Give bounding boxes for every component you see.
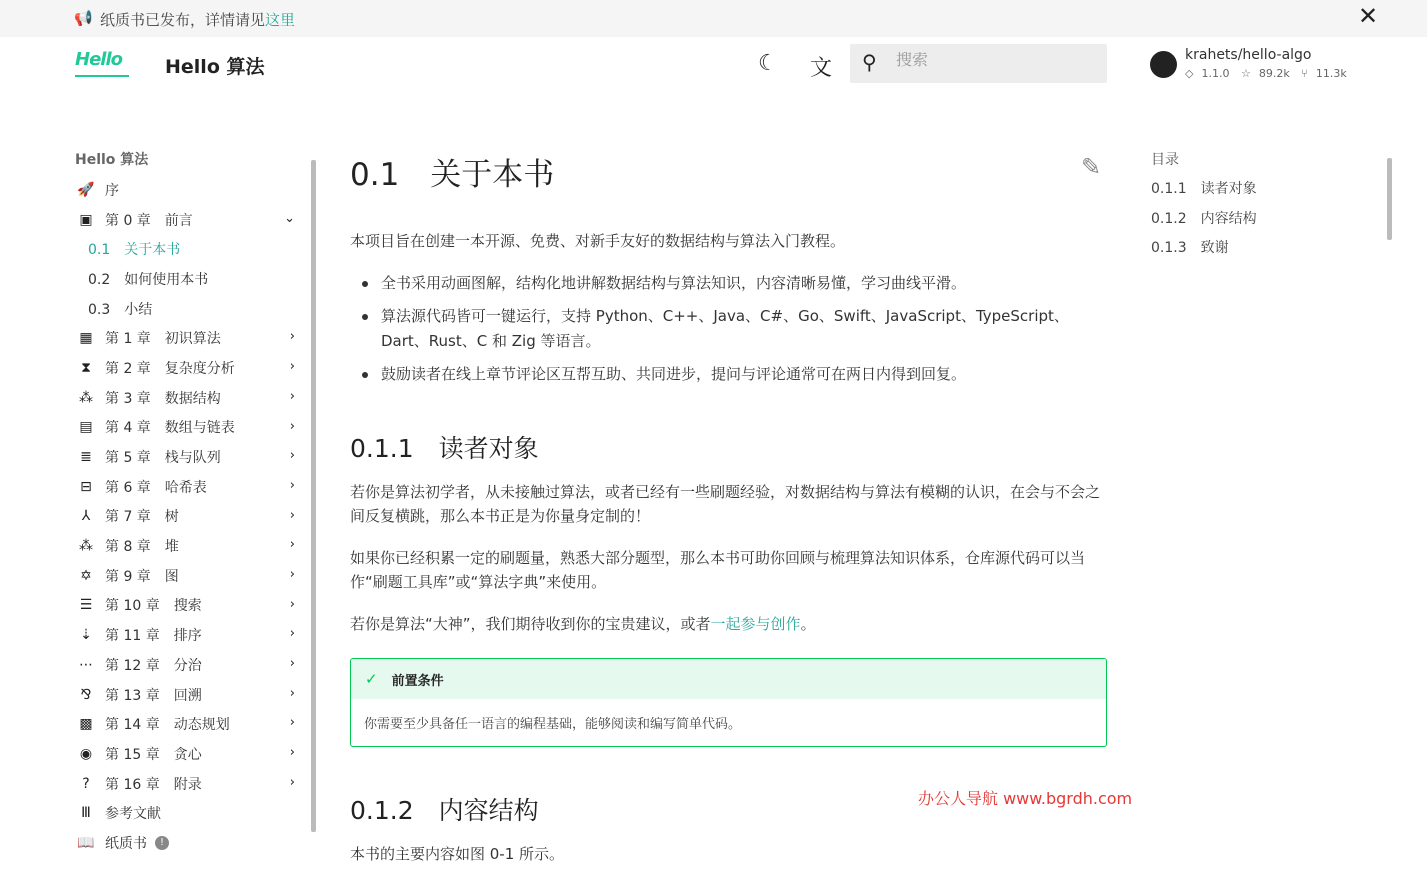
list-item: 算法源代码皆可一键运行，支持 Python、C++、Java、C#、Go、Swift、JavaScript、TypeScript、Dart、Rust、C 和 Zig 等语言。 xyxy=(362,304,1102,354)
chapter-icon: ? xyxy=(82,775,90,792)
chapter-icon: ⇣ xyxy=(80,627,92,644)
sidebar-item-label: 第 16 章 附录 xyxy=(105,776,202,793)
theme-toggle-icon[interactable]: ☾ xyxy=(758,51,778,76)
chevron-icon[interactable]: › xyxy=(289,715,295,731)
sidebar-item[interactable] xyxy=(75,472,305,502)
sidebar-item-label: 序 xyxy=(105,182,119,199)
sidebar-item-label: 第 9 章 图 xyxy=(105,568,179,585)
sidebar-nav xyxy=(75,145,305,858)
chevron-icon[interactable]: › xyxy=(289,359,295,375)
sidebar-item[interactable] xyxy=(75,650,305,680)
repo-forks: 11.3k xyxy=(1315,67,1347,80)
chapter-icon: ⅋ xyxy=(80,686,92,703)
chevron-icon[interactable]: › xyxy=(289,388,295,404)
sidebar-item[interactable] xyxy=(75,294,305,324)
chapter-icon: ⋯ xyxy=(79,656,93,673)
toc-item[interactable]: 0.1.3 致谢 xyxy=(1151,240,1229,257)
sidebar-item-label: 第 2 章 复杂度分析 xyxy=(105,360,235,377)
paragraph: 若你是算法初学者，从未接触过算法，或者已经有一些刷题经验，对数据结构与算法有模糊的认识，在会与不会之间反复横跳，那么本书正是为你量身定制的！ xyxy=(350,483,1101,525)
fork-icon: ⑂ xyxy=(1301,67,1308,80)
sidebar-item[interactable] xyxy=(75,531,305,561)
chapter-icon: Ⅲ xyxy=(81,805,91,822)
paragraph xyxy=(350,612,1107,636)
sidebar-item-label: 0.2 如何使用本书 xyxy=(88,271,209,288)
github-icon xyxy=(1150,51,1177,78)
chapter-icon: ▩ xyxy=(79,716,93,733)
contribute-link[interactable]: 一起参与创作 xyxy=(710,615,801,633)
info-badge-icon: ! xyxy=(155,836,169,850)
chapter-icon: ⅄ xyxy=(81,508,91,525)
chapter-icon: ▤ xyxy=(79,419,93,436)
sidebar-item[interactable] xyxy=(75,739,305,769)
banner-link[interactable]: 这里 xyxy=(265,11,296,29)
paragraph-end: 。 xyxy=(800,615,816,633)
sidebar-item-label: 第 8 章 堆 xyxy=(105,539,179,556)
list-item: 鼓励读者在线上章节评论区互帮互助、共同进步，提问与评论通常可在两日内得到回复。 xyxy=(362,362,1102,387)
site-logo[interactable]: Hello xyxy=(75,49,129,77)
chapter-icon: ▦ xyxy=(79,330,93,347)
paragraph: 如果你已经积累一定的刷题量，熟悉大部分题型，那么本书可助你回顾与梳理算法知识体系，仓库源代码可以当作“刷题工具库”或“算法字典”来使用。 xyxy=(350,549,1086,591)
toc-scrollbar[interactable] xyxy=(1387,158,1392,240)
section-heading-readers: 0.1.1 读者对象 xyxy=(350,434,539,463)
sidebar-item[interactable] xyxy=(75,442,305,472)
header xyxy=(0,37,1427,93)
section-heading-structure: 0.1.2 内容结构 xyxy=(350,796,539,825)
chevron-icon[interactable]: › xyxy=(289,448,295,464)
list-item: 全书采用动画图解，结构化地讲解数据结构与算法知识，内容清晰易懂，学习曲线平滑。 xyxy=(362,271,1102,296)
megaphone-icon: 📢 xyxy=(74,9,93,27)
sidebar-item[interactable] xyxy=(75,413,305,443)
sidebar-item-label: 第 12 章 分治 xyxy=(105,657,202,674)
sidebar-item-label: 第 15 章 贪心 xyxy=(105,746,202,763)
sidebar-item-label: 第 10 章 搜索 xyxy=(105,598,202,615)
chapter-icon: ✡ xyxy=(80,567,92,584)
sidebar-item[interactable] xyxy=(75,828,305,858)
chevron-icon[interactable]: › xyxy=(289,537,295,553)
sidebar-item-label: 第 3 章 数据结构 xyxy=(105,390,221,407)
watermark: 办公人导航 www.bgrdh.com xyxy=(918,789,1133,808)
sidebar-item[interactable] xyxy=(75,591,305,621)
search-input[interactable] xyxy=(896,52,1096,70)
chevron-icon[interactable]: › xyxy=(289,745,295,761)
edit-icon[interactable]: ✎ xyxy=(1081,153,1102,181)
repo-name: krahets/hello-algo xyxy=(1185,47,1312,63)
prerequisite-admonition xyxy=(350,658,1107,747)
chapter-icon: ⁂ xyxy=(79,538,93,555)
sidebar-item[interactable] xyxy=(75,561,305,591)
paragraph: 本书的主要内容如图 0-1 所示。 xyxy=(350,845,565,863)
announcement-banner xyxy=(0,0,1427,37)
tag-icon: ◇ xyxy=(1185,67,1194,80)
close-banner-icon[interactable]: ✕ xyxy=(1358,2,1379,30)
chapter-icon: ▣ xyxy=(79,211,93,228)
chevron-icon[interactable]: › xyxy=(289,329,295,345)
chevron-icon[interactable]: › xyxy=(289,418,295,434)
sidebar-item[interactable] xyxy=(75,234,305,264)
sidebar-item-label: 0.1 关于本书 xyxy=(88,242,181,259)
sidebar-item-label: 第 5 章 栈与队列 xyxy=(105,450,221,467)
sidebar-item-label: 第 0 章 前言 xyxy=(105,212,193,229)
sidebar-scrollbar[interactable] xyxy=(311,160,316,832)
sidebar-item[interactable] xyxy=(75,680,305,710)
sidebar-item[interactable] xyxy=(75,769,305,799)
sidebar-title: Hello 算法 xyxy=(75,152,149,168)
sidebar-item-label: 第 6 章 哈希表 xyxy=(105,479,207,496)
search-box[interactable] xyxy=(850,44,1107,83)
sidebar-item[interactable] xyxy=(75,620,305,650)
chevron-icon[interactable]: › xyxy=(289,566,295,582)
intro-paragraph: 本项目旨在创建一本开源、免费、对新手友好的数据结构与算法入门教程。 xyxy=(350,232,846,250)
banner-text: 纸质书已发布，详情请见 xyxy=(100,11,266,29)
sidebar-item[interactable] xyxy=(75,264,305,294)
sidebar-item[interactable] xyxy=(75,502,305,532)
page-title: 0.1 关于本书 xyxy=(350,157,555,193)
sidebar-item[interactable] xyxy=(75,383,305,413)
sidebar-item-label: 第 13 章 回溯 xyxy=(105,687,202,704)
feature-list xyxy=(362,271,1102,395)
sidebar-item-label: 纸质书 xyxy=(105,835,147,852)
chevron-icon[interactable]: ⌄ xyxy=(284,210,295,226)
sidebar-item-label: 第 7 章 树 xyxy=(105,509,179,526)
chevron-icon[interactable]: › xyxy=(289,685,295,701)
sidebar-item-label: 0.3 小结 xyxy=(88,301,153,318)
sidebar-item[interactable] xyxy=(75,798,305,828)
chevron-icon[interactable]: › xyxy=(289,774,295,790)
sidebar-item-label: 第 4 章 数组与链表 xyxy=(105,420,235,437)
sidebar-item[interactable] xyxy=(75,323,305,353)
admonition-title: 前置条件 xyxy=(391,673,444,689)
chevron-icon[interactable]: › xyxy=(289,477,295,493)
toc-item[interactable]: 0.1.2 内容结构 xyxy=(1151,210,1257,227)
chapter-icon: ≣ xyxy=(80,449,92,466)
check-icon: ✓ xyxy=(365,670,378,688)
sidebar-item[interactable] xyxy=(75,205,305,235)
repo-version: 1.1.0 xyxy=(1201,67,1230,80)
sidebar-item-label: 第 14 章 动态规划 xyxy=(105,717,230,734)
repo-stars: 89.2k xyxy=(1258,67,1290,80)
translate-icon[interactable]: 文 xyxy=(810,56,833,81)
chevron-icon[interactable]: › xyxy=(289,626,295,642)
paragraph-text: 若你是算法“大神”，我们期待收到你的宝贵建议，或者 xyxy=(350,615,711,633)
chevron-icon[interactable]: › xyxy=(289,656,295,671)
sidebar-item-label: 第 11 章 排序 xyxy=(105,628,202,645)
chevron-icon[interactable]: › xyxy=(289,596,295,612)
toc-title: 目录 xyxy=(1151,152,1179,168)
toc-item[interactable]: 0.1.1 读者对象 xyxy=(1151,181,1257,197)
sidebar-item-label: 第 1 章 初识算法 xyxy=(105,331,221,348)
sidebar-item[interactable] xyxy=(75,175,305,205)
sidebar-item[interactable] xyxy=(75,353,305,383)
admonition-body: 你需要至少具备任一语言的编程基础，能够阅读和编写简单代码。 xyxy=(364,717,742,732)
sidebar-item[interactable] xyxy=(75,709,305,739)
chevron-icon[interactable]: › xyxy=(289,507,295,523)
chapter-icon: ⧗ xyxy=(81,359,91,376)
search-icon: ⚲ xyxy=(862,50,877,74)
site-title: Hello 算法 xyxy=(165,56,265,78)
star-icon: ☆ xyxy=(1240,67,1251,80)
sidebar-item-label: 参考文献 xyxy=(105,806,161,823)
chapter-icon: 🚀 xyxy=(77,181,95,198)
chapter-icon: ◉ xyxy=(79,745,93,762)
chapter-icon: ⁂ xyxy=(79,389,93,406)
chapter-icon: ⊟ xyxy=(80,478,92,495)
chapter-icon: 📖 xyxy=(77,834,95,851)
table-of-contents xyxy=(1151,145,1371,264)
chapter-icon: ☰ xyxy=(79,597,93,614)
